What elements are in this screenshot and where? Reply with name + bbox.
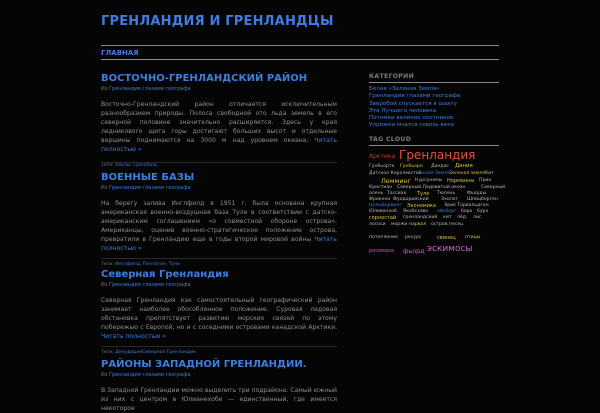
meta-prefix: Из (101, 185, 108, 191)
tag-cloud-link[interactable]: Эхолот (441, 197, 459, 202)
tag-cloud-link[interactable]: Туле (417, 191, 430, 197)
post-meta (101, 86, 337, 92)
meta-prefix: Из (101, 282, 108, 288)
read-more-link[interactable]: Читать полностью » (101, 137, 337, 153)
tag-cloud-link[interactable]: свинец (437, 235, 456, 241)
tag-cloud-link[interactable]: Нурсунемы (415, 178, 443, 183)
tag-cloud-link[interactable]: остров (431, 222, 448, 227)
post-meta (101, 372, 337, 378)
category-link[interactable]: Упряжки мчатся сквозь века (369, 122, 455, 129)
tag-cloud-link[interactable]: росомаха (369, 248, 394, 254)
tag-cloud-link[interactable]: ресурс (405, 235, 422, 240)
nav-home-link[interactable]: ГЛАВНАЯ (101, 49, 139, 57)
tag-cloud-link[interactable]: Экономика (407, 203, 437, 209)
tag-cloud-link[interactable]: Зеленая земля (449, 171, 486, 176)
site-title[interactable]: ГРЕНЛАНДИЯ И ГРЕНЛАНДЦЫ (101, 14, 334, 29)
header-divider-top (101, 45, 499, 46)
post-category-link[interactable]: Гренландия глазами географа (109, 86, 191, 92)
post-excerpt (101, 199, 337, 253)
tag-cloud (369, 148, 506, 258)
post-title[interactable]: ВОСТОЧНО-ГРЕНЛАНДСКИЙ РАЙОН (101, 73, 308, 84)
post-title[interactable]: РАЙОНЫ ЗАПАДНОЙ ГРЕНЛАНДИИ. (101, 359, 307, 370)
tag-cloud-link[interactable]: Юливенхоб (369, 209, 397, 214)
tag-cloud-link[interactable]: Дания (455, 163, 473, 169)
post-excerpt (101, 100, 337, 154)
tag-cloud-link[interactable]: Гунбьорта (369, 164, 395, 169)
meta-prefix: Из (101, 372, 108, 378)
post-tags (101, 350, 337, 355)
post (101, 73, 337, 168)
category-list (369, 86, 499, 130)
excerpt-text: Восточно-Гренландский район отличается исключительным разнообразием природы. Полоса свободной ото льда земель в его северной половине значительно расширяется. Здесь у края ледникового щита горы достигают больших высот и отдельные вершины поднимаются на 3000 м над уровнем океана. (101, 101, 337, 144)
tag-cloud-link[interactable]: птицы (465, 235, 481, 240)
excerpt-text: В Западной Гренландии можно выделить три подрайона. Самый южный из них с центром в Юлианехобе — единственный, где имеется некоторое (101, 387, 337, 412)
tag-links[interactable]: Альпы, Гренланд (115, 163, 157, 168)
read-more-link[interactable]: Читать полностью » (101, 236, 338, 252)
tag-cloud-link[interactable]: лис (473, 215, 482, 220)
post-meta (101, 185, 337, 191)
post-separator (101, 258, 337, 259)
post-separator (101, 346, 337, 347)
tag-cloud-link[interactable]: Тассиак (387, 191, 407, 196)
post (101, 269, 337, 355)
category-link[interactable]: Зверобой спускается в шахту (369, 100, 457, 107)
tag-cloud-link[interactable]: кит (443, 215, 452, 220)
tag-cloud-link[interactable]: Тюлень (437, 191, 456, 196)
tag-cloud-link[interactable]: Арктика (369, 153, 396, 160)
tag-cloud-link[interactable]: Кристиан (369, 185, 393, 190)
read-more-link[interactable]: Читать полностью » (101, 333, 167, 340)
post-title[interactable]: Северная Гренландия (101, 269, 229, 280)
excerpt-text: Северная Гренландия как самостоятельный географический район занимает наиболее обособленное положение. Суровая ледовая обстановка препятствует развитию морских связей по этому побережью с Европой, но и с соседними островами канадской Арктики. (101, 297, 337, 331)
tag-cloud-link[interactable]: Норманны (447, 178, 475, 184)
tag-cloud-link[interactable]: Прин (479, 178, 492, 183)
meta-prefix: Из (101, 86, 108, 92)
tag-cloud-link[interactable]: Лемминг (381, 177, 412, 185)
tag-cloud-link[interactable]: Белая Земля (419, 171, 450, 176)
tag-cloud-link[interactable]: Якобсхавн (403, 209, 429, 214)
tag-cloud-link[interactable]: Дандас (431, 164, 449, 169)
post-tags (101, 163, 337, 168)
widget-divider (369, 82, 499, 83)
tags-label: Теги: (101, 350, 114, 355)
tag-cloud-link[interactable]: Датское Королевство (369, 171, 422, 176)
tag-cloud-link[interactable]: Северный (481, 185, 506, 190)
post-title[interactable]: ВОЕННЫЕ БАЗЫ (101, 172, 195, 183)
tag-cloud-link[interactable]: нарвал (409, 222, 427, 227)
tag-cloud-link[interactable]: песец (449, 222, 464, 227)
post-separator (101, 162, 337, 163)
post-category-link[interactable]: Гренландия глазами географа (109, 185, 191, 191)
tag-cloud-link[interactable]: фьорд (403, 247, 425, 255)
post-excerpt (101, 296, 337, 341)
widget-divider (369, 145, 499, 146)
tagcloud-widget-title: TAG CLOUD (369, 135, 412, 143)
tag-cloud-link[interactable]: бурх (477, 209, 489, 214)
tag-cloud-link[interactable]: Северный Ледовитый океан (397, 185, 466, 190)
tag-cloud-link[interactable]: лёд (457, 215, 466, 220)
post-tags (101, 262, 337, 267)
tag-cloud-link[interactable]: олень (369, 191, 384, 196)
post-category-link[interactable]: Гренландия глазами географа (109, 282, 191, 288)
tag-cloud-link[interactable]: боро (461, 209, 473, 214)
post-meta (101, 282, 337, 288)
header-divider-bottom (101, 59, 499, 60)
tags-label: Теги: (101, 163, 114, 168)
post-category-link[interactable]: Гренландия глазами географа (109, 372, 191, 378)
tag-cloud-link[interactable]: Гунбьорн (400, 164, 423, 169)
category-link[interactable]: Гренландия глазами географа (369, 93, 461, 100)
tag-cloud-link[interactable]: Гренландия (399, 148, 476, 162)
tag-cloud-link[interactable]: Фьорды (467, 191, 487, 196)
category-link[interactable]: Потомки великих охотников (369, 115, 454, 122)
tag-links[interactable]: Инглфилд, Пентагон, Туле (115, 262, 181, 267)
tag-links[interactable]: ДенудацияСеверная Гренландия (115, 350, 196, 355)
tag-cloud-link[interactable]: эскимосы (427, 244, 473, 254)
tag-cloud-link[interactable]: лососи (369, 222, 386, 227)
post (101, 172, 337, 267)
sidebar (369, 73, 499, 146)
tag-cloud-link[interactable]: потепление (369, 235, 398, 240)
tag-cloud-link[interactable]: моржи (391, 222, 408, 227)
tag-cloud-link[interactable]: айсберг (437, 209, 457, 214)
tag-cloud-link[interactable]: Эрик Торвальдсен (444, 203, 489, 208)
tag-cloud-link[interactable]: Фуодорийский (393, 197, 429, 202)
tag-cloud-link[interactable]: Шпицберген (467, 197, 498, 202)
category-link[interactable]: Белая «Зеленая Земля» (369, 86, 440, 92)
tags-label: Теги: (101, 262, 114, 267)
category-link[interactable]: Эта Лучшего человека (369, 107, 437, 114)
tag-cloud-link[interactable]: Фрикено (369, 197, 391, 202)
tag-cloud-link[interactable]: Кит (485, 171, 494, 176)
tag-cloud-link[interactable]: гренландский (403, 215, 438, 220)
excerpt-text: На берегу залива Инглфилд в 1951 г. была основана крупная американская военно-воздушная база Туле в соответствии с датско-американским соглашением «о совместной обороне острова». Американцы, оценив военно-стратегическое положение острова, превратили в Гренландию еще в годы второй мировой войны (101, 200, 337, 243)
post (101, 359, 337, 413)
categories-widget-title: КАТЕГОРИИ (369, 73, 415, 80)
tag-cloud-link[interactable]: Цельфорвинг (369, 203, 402, 208)
tag-cloud-link[interactable]: горностай (369, 215, 397, 221)
